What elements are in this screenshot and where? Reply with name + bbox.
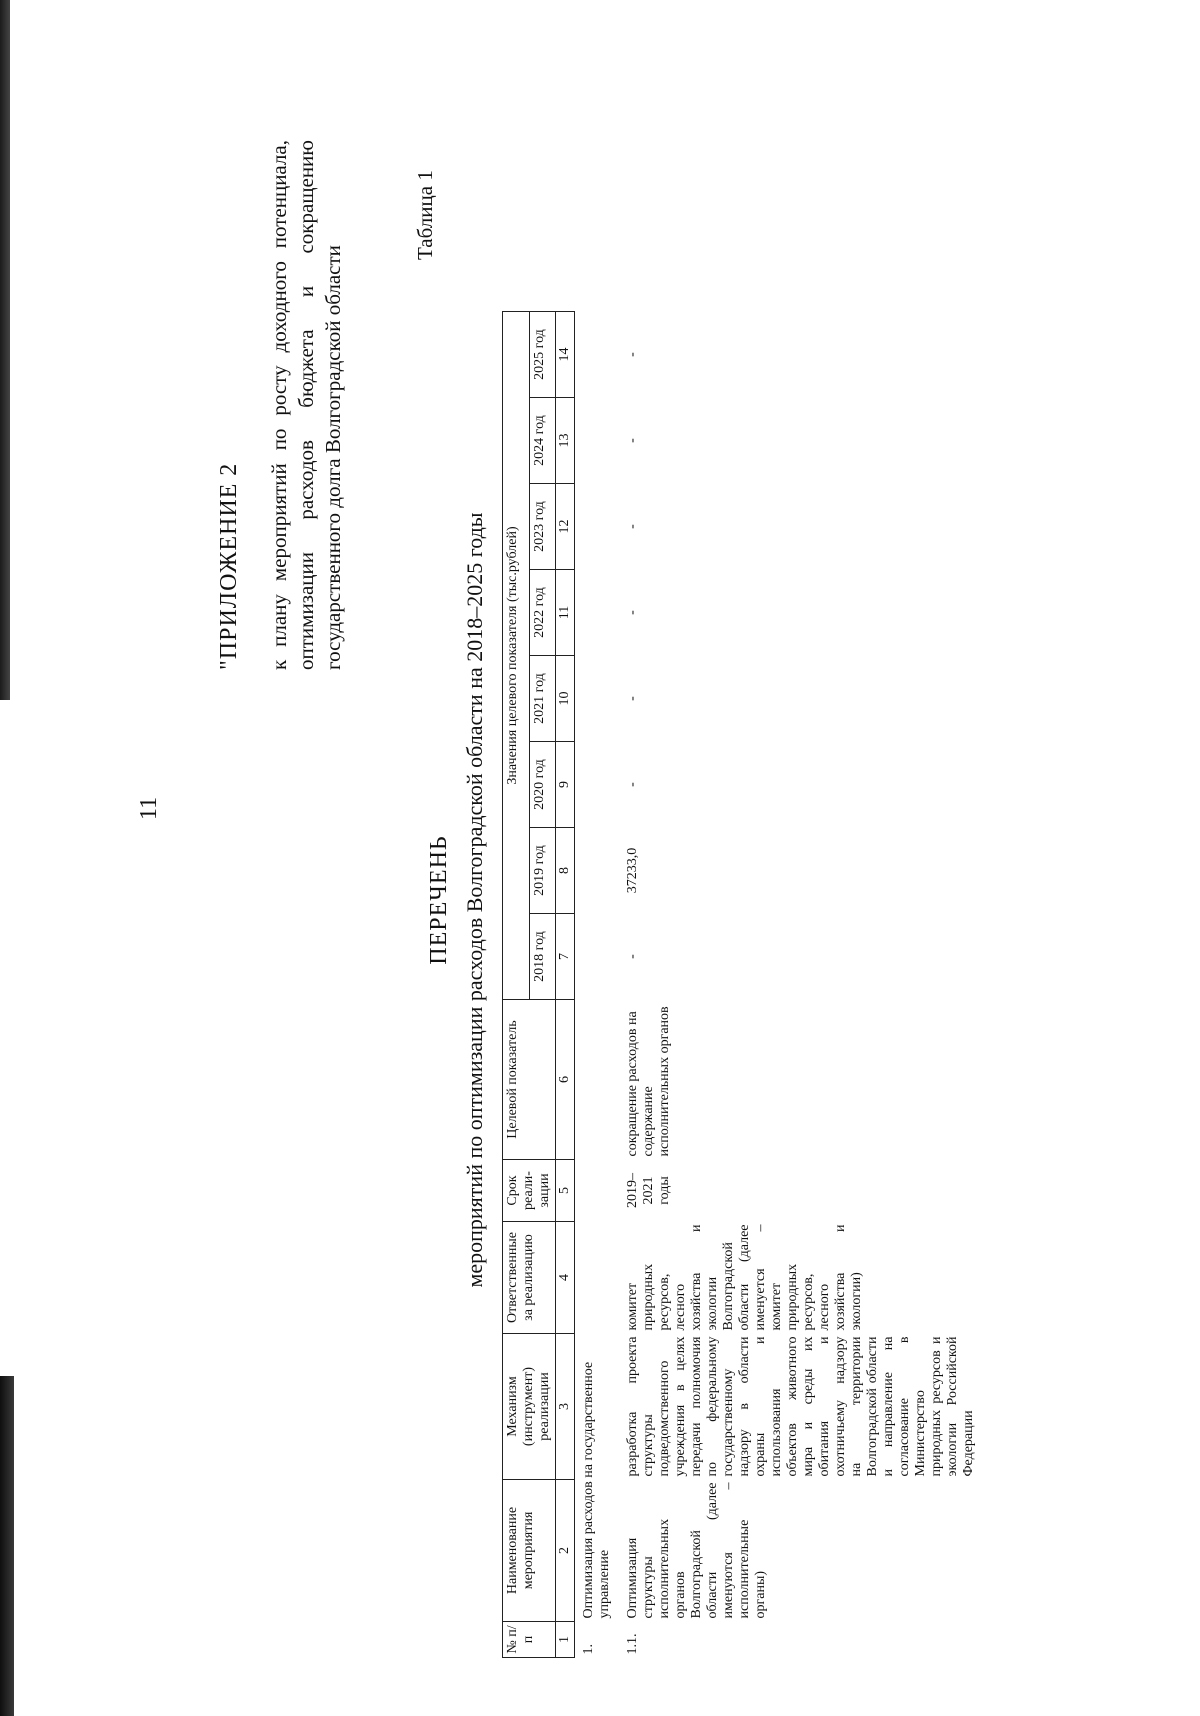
header-year: 2019 год: [529, 828, 556, 914]
header-year: 2023 год: [529, 484, 556, 570]
column-number: 3: [556, 1334, 575, 1480]
header-indicator: Целевой показатель: [503, 1000, 556, 1160]
row-value: -: [625, 610, 640, 615]
column-number: 13: [556, 398, 575, 484]
column-number: 7: [556, 914, 575, 1000]
row-mechanism: разработка проекта структуры подведомственного учреждения в целях передачи полномочия по федеральному государственному надзору в области охраны и использования объектов животного мира и среды их обитания и охотничьему надзору на территории Волгоградской области и направление на согласование в Министерство природных ресурсов и экологии Российской Федерации: [625, 1336, 976, 1477]
column-number: 1: [556, 1622, 575, 1658]
column-number: 14: [556, 312, 575, 398]
header-year: 2024 год: [529, 398, 556, 484]
row-indicator: сокращение расходов на содержание исполнительных органов: [625, 1006, 672, 1157]
scan-border-top: [0, 0, 10, 700]
row-value: -: [625, 696, 640, 701]
row-value: -: [625, 782, 640, 787]
document-page: [18, 100, 1168, 1700]
header-year: 2020 год: [529, 742, 556, 828]
header-mechanism: Механизм (инструмент) реализации: [503, 1334, 556, 1480]
list-title: ПЕРЕЧЕНЬ: [426, 835, 452, 965]
header-year: 2021 год: [529, 656, 556, 742]
column-number: 2: [556, 1480, 575, 1622]
header-year: 2018 год: [529, 914, 556, 1000]
column-number: 4: [556, 1222, 575, 1334]
page-number: 11: [136, 796, 162, 820]
header-row: [503, 312, 530, 1658]
column-number: 6: [556, 1000, 575, 1160]
header-responsible: Ответственные за реализацию: [503, 1222, 556, 1334]
table-row: [575, 312, 620, 1658]
row-value: -: [625, 438, 640, 443]
column-number: 10: [556, 656, 575, 742]
row-num: 1.1.: [625, 1633, 640, 1655]
row-name: Оптимизация расходов на государственное управление: [581, 1361, 612, 1619]
header-term: Срок реали-зации: [503, 1160, 556, 1222]
column-number: 9: [556, 742, 575, 828]
row-value: -: [625, 524, 640, 529]
appendix-text: к плану мероприятий по росту доходного потенциала, оптимизации расходов бюджета и сокращению государственного долга Волгоградской области: [267, 140, 345, 670]
scan-border-bottom: [0, 1376, 14, 1716]
header-year: 2022 год: [529, 570, 556, 656]
row-num: 1.: [581, 1644, 596, 1655]
header-name: Наименование мероприятия: [503, 1480, 556, 1622]
column-number: 5: [556, 1160, 575, 1222]
column-number: 8: [556, 828, 575, 914]
row-name: Оптимизация структуры исполнительных органов Волгоградской области (далее именуются – исполнительные органы): [625, 1482, 768, 1619]
row-empty: [575, 312, 620, 1334]
row-term: 2019–2021 годы: [625, 1173, 672, 1208]
header-num: № п/п: [503, 1622, 556, 1658]
column-number: 12: [556, 484, 575, 570]
row-responsible: комитет природных ресурсов, лесного хозяйства и экологии Волгоградской области (далее именуется – комитет природных ресурсов, лесного хозяйства и экологии): [625, 1224, 864, 1331]
table-label: Таблица 1: [413, 170, 437, 260]
row-value: -: [625, 954, 640, 959]
header-values-group: Значения целевого показателя (тыс.рублей): [503, 312, 530, 1000]
column-numbers-row: [556, 312, 575, 1658]
list-subtitle: мероприятий по оптимизации расходов Волгоградской области на 2018–2025 годы: [462, 512, 487, 1288]
appendix-title: "ПРИЛОЖЕНИЕ 2: [216, 462, 242, 670]
column-number: 11: [556, 570, 575, 656]
row-value: -: [625, 352, 640, 357]
measures-table: [502, 311, 983, 1658]
row-value: 37233,0: [625, 847, 640, 894]
header-year: 2025 год: [529, 312, 556, 398]
table-row: [619, 312, 983, 1658]
